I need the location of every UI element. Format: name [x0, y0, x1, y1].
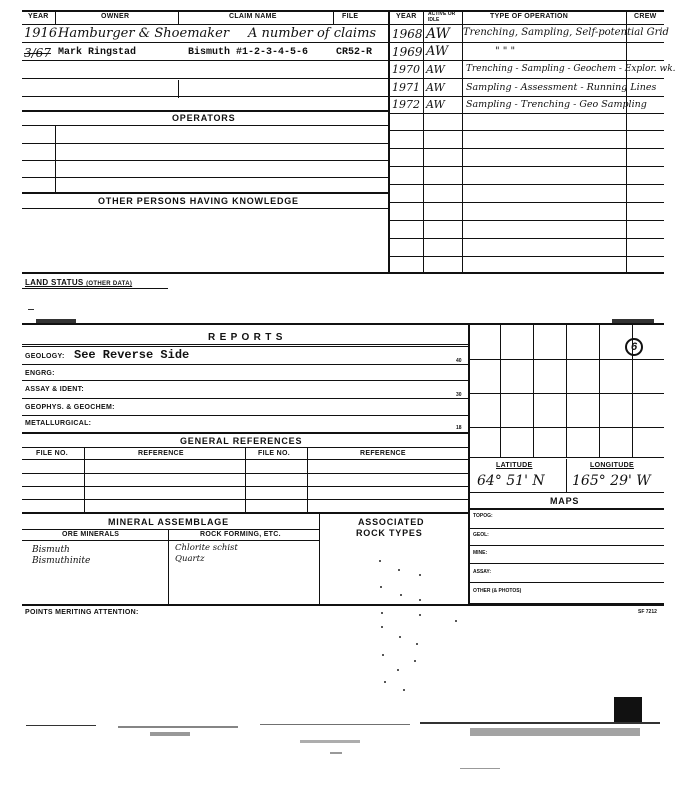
header-crew: CREW — [634, 13, 657, 20]
assay-ident-label: ASSAY & IDENT: — [25, 386, 85, 393]
rock-types-heading: ROCK TYPES — [356, 528, 423, 538]
header-owner: OWNER — [101, 13, 130, 20]
maps-heading: MAPS — [550, 496, 580, 506]
other-persons-heading: OTHER PERSONS HAVING KNOWLEDGE — [98, 196, 299, 206]
scale-18: 18 — [456, 425, 462, 431]
op-row-3-year: 1970 — [392, 63, 420, 76]
op-row-3-type: Trenching - Sampling - Geochem - Explor. wk. — [466, 64, 676, 74]
rock-forming-heading: ROCK FORMING, ETC. — [200, 531, 281, 538]
general-references-heading: GENERAL REFERENCES — [180, 436, 303, 446]
ref-header-file-no-1: FILE NO. — [36, 450, 68, 457]
header-claim-name: CLAIM NAME — [229, 13, 277, 20]
longitude-label: LONGITUDE — [590, 462, 634, 469]
header-active-idle: ACTIVE OR IDLE — [428, 11, 456, 23]
header-year-2: YEAR — [396, 13, 417, 20]
geology-label: GEOLOGY: — [25, 353, 65, 360]
op-row-2-year: 1969 — [392, 45, 423, 59]
metallurgical-label: METALLURGICAL: — [25, 420, 92, 427]
op-row-4-year: 1971 — [392, 81, 420, 94]
rock-forming-1: Chlorite schist — [175, 543, 238, 553]
op-row-4-status: AW — [426, 81, 445, 94]
header-type-of-operation: TYPE OF OPERATION — [490, 13, 569, 20]
form-top-border — [22, 10, 664, 12]
ore-mineral-1: Bismuth — [32, 545, 70, 555]
header-bottom-rule — [22, 24, 664, 25]
ore-minerals-heading: ORE MINERALS — [62, 531, 120, 538]
points-meriting-attention: POINTS MERITING ATTENTION: — [25, 609, 139, 616]
op-row-4-type: Sampling - Assessment - Running Lines — [466, 82, 657, 93]
grid-marker: 6 — [625, 338, 643, 356]
mine-label: MINE: — [473, 550, 488, 556]
reports-heading: R E P O R T S — [208, 332, 284, 343]
geophys-label: GEOPHYS. & GEOCHEM: — [25, 404, 115, 411]
scale-30: 30 — [456, 392, 462, 398]
rock-forming-2: Quartz — [175, 554, 205, 564]
geol-label: GEOL: — [473, 532, 489, 538]
associated-heading: ASSOCIATED — [358, 517, 425, 527]
land-status-heading: LAND STATUS (OTHER DATA) — [25, 278, 133, 287]
other-photos-label: OTHER (& PHOTOS) — [473, 588, 522, 594]
scale-40: 40 — [456, 358, 462, 364]
header-file: FILE — [342, 13, 359, 20]
mineral-assemblage-heading: MINERAL ASSEMBLAGE — [108, 517, 229, 527]
op-row-2-type: " " " — [495, 46, 516, 57]
op-row-5-year: 1972 — [392, 98, 420, 111]
ref-header-reference-2: REFERENCE — [360, 450, 406, 457]
center-divider — [388, 10, 390, 274]
op-row-5-type: Sampling - Trenching - Geo Sampling — [466, 99, 647, 110]
latitude-value: 64° 51' N — [477, 473, 545, 489]
longitude-value: 165° 29' W — [572, 473, 651, 489]
reports-top-border — [22, 323, 664, 325]
op-row-2-status: AW — [426, 44, 449, 59]
ref-header-file-no-2: FILE NO. — [258, 450, 290, 457]
op-row-1-year: 1968 — [392, 27, 423, 41]
owner-section-bottom — [22, 272, 664, 274]
owner-row-1-owner: Hamburger & Shoemaker — [58, 26, 230, 41]
owner-row-1-claim: A number of claims — [248, 26, 377, 41]
op-row-1-type: Trenching, Sampling, Self-potential Grid — [463, 27, 669, 38]
owner-row-2-year: 3/67 — [24, 46, 51, 60]
op-row-1-status: AW — [426, 26, 450, 42]
operators-heading: OPERATORS — [172, 113, 236, 123]
ore-mineral-2: Bismuthinite — [32, 556, 91, 566]
form-number: SF 7212 — [638, 609, 657, 615]
header-year: YEAR — [28, 13, 49, 20]
op-row-3-status: AW — [426, 63, 445, 76]
registration-mark — [614, 697, 642, 723]
owner-row-2-owner: Mark Ringstad — [58, 47, 137, 58]
op-row-5-status: AW — [426, 98, 445, 111]
owner-row-2-file: CR52-R — [336, 47, 373, 58]
topog-label: TOPOG: — [473, 513, 493, 519]
geology-value: See Reverse Side — [74, 348, 190, 362]
assay-label: ASSAY: — [473, 569, 492, 575]
engrg-label: ENGRG: — [25, 370, 55, 377]
ref-header-reference-1: REFERENCE — [138, 450, 184, 457]
latitude-label: LATITUDE — [496, 462, 533, 469]
owner-row-2-claim: Bismuth #1-2-3-4-5-6 — [188, 47, 309, 58]
owner-row-1-year: 1916 — [24, 26, 58, 41]
mineral-section-bottom — [22, 604, 664, 606]
